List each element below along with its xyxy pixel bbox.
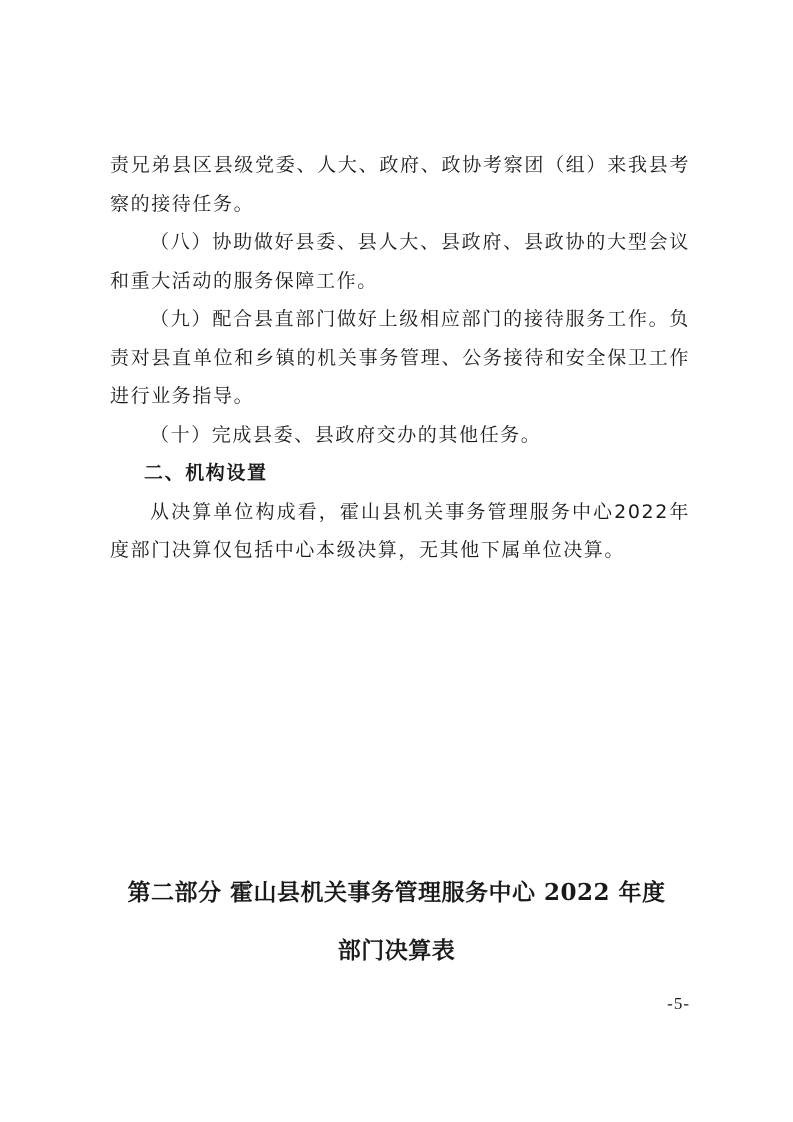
section-heading: 二、机构设置 [144, 462, 268, 484]
paragraph-item-8: （八）协助做好县委、县人大、县政府、县政协的大型会议和重大活动的服务保障工作。 [110, 231, 690, 292]
paragraph-item-9: （九）配合县直部门做好上级相应部门的接待服务工作。负责对县直单位和乡镇的机关事务管理、公务接待和安全保卫工作进行业务指导。 [110, 308, 690, 407]
paragraph-continuation: 责兄弟县区县级党委、人大、政府、政协考察团（组）来我县考察的接待任务。 [110, 154, 690, 215]
part-title-line-2: 部门决算表 [337, 937, 456, 964]
part-title-line-1: 第二部分 霍山县机关事务管理服务中心 2022 年度 [127, 879, 666, 906]
body-text [110, 146, 690, 570]
paragraph-structure: 从决算单位构成看，霍山县机关事务管理服务中心2022年度部门决算仅包括中心本级决算，无其他下属单位决算。 [110, 500, 690, 561]
paragraph-item-10: （十）完成县委、县政府交办的其他任务。 [150, 423, 542, 446]
page-number: -5- [667, 994, 690, 1013]
